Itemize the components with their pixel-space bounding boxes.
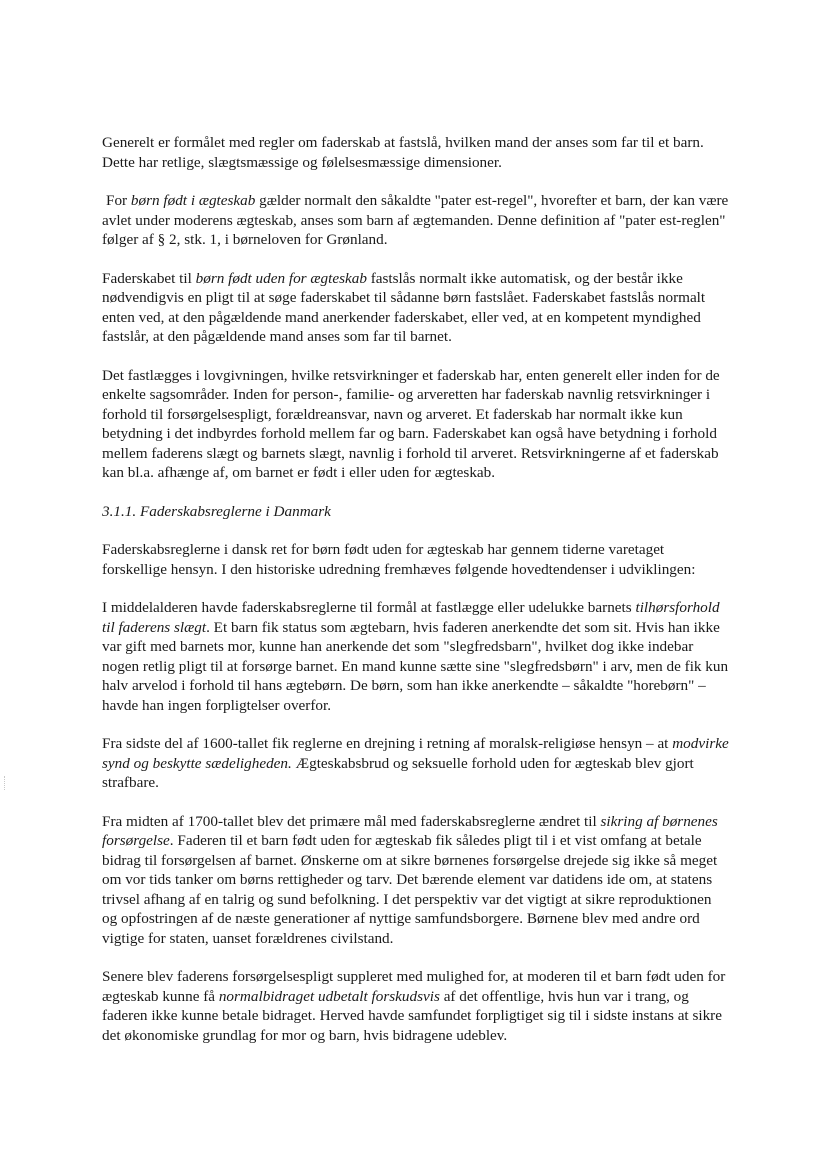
emphasis-born-in-marriage: børn født i ægteskab bbox=[130, 192, 256, 209]
emphasis-born-outside-marriage: børn født uden for ægteskab bbox=[195, 269, 367, 287]
paragraph-born-in-marriage: For børn født i ægteskab gælder normalt den såkaldte "pater est-regel", hvorefter et barn, der kan være avlet under moderens ægteskab, anses som barn af ægtemanden. Denne definition af "pater est-reglen" følger af § 2, stk. 1, i børneloven for Grønland. bbox=[102, 192, 729, 248]
section-heading: 3.1.1. Faderskabsreglerne i Danmark bbox=[102, 502, 331, 520]
emphasis-advance-payment: normalbidraget udbetalt forskudsvis bbox=[218, 987, 440, 1005]
paragraph-1700s: Fra midten af 1700-tallet blev det primære mål med faderskabsreglerne ændret til sikring af børnenes forsørgelse. Faderen til et barn født uden for ægteskab fik således pligt til i et vist omfang at betale bidrag til forsørgelsen af barnet. Ønskerne om at sikre børnenes forsørgelse drejede sig ikke så meget om vor tids tanker om børns rettigheder og tarv. Det bærende element var datidens ide om, at statens trivsel afhang af en talrig og sund befolkning. I det perspektiv var det vigtigt at sikre reproduktionen og opfostringen af de næste generationer af nyttige samfundsborgere. Børnene blev med andre ord vigtige for staten, uanset forældrenes civilstand. bbox=[102, 812, 718, 947]
emphasis-support: sikring af børnenes forsørgelse bbox=[102, 812, 718, 849]
paragraph-legal-effects: Det fastlægges i lovgivningen, hvilke retsvirkninger et faderskab har, enten generelt eller inden for de enkelte sagsområder. Inden for person-, familie- og arveretten har faderskab navnlig retsvirkninger i forhold til forsørgelsespligt, forældreansvar, navn og arveret. Et faderskab har normalt ikke kun betydning i det indbyrdes forhold mellem far og barn. Faderskabet kan også have betydning i forhold mellem faderens slægt og barnets slægt, navnlig i forhold til arveret. Retsvirkningerne af et faderskab kan bl.a. afhænge af, om barnet er født i eller uden for ægteskab. bbox=[102, 366, 720, 481]
paragraph-danish-rules: Faderskabsreglerne i dansk ret for børn født uden for ægteskab har gennem tiderne varetaget forskellige hensyn. I den historiske udredning fremhæves følgende hovedtendenser i udviklingen: bbox=[102, 541, 696, 578]
document-body bbox=[102, 133, 730, 1064]
paragraph-purpose: Generelt er formålet med regler om faderskab at fastslå, hvilken mand der anses som far til et barn. Dette har retlige, slægtsmæssige og følelsesmæssige dimensioner. bbox=[102, 134, 704, 171]
paragraph-1600s: Fra sidste del af 1600-tallet fik reglerne en drejning i retning af moralsk-religiøse hensyn – at modvirke synd og beskytte sædeligheden. Ægteskabsbrud og seksuelle forhold uden for ægteskab blev gjort strafbare. bbox=[102, 735, 729, 791]
scan-margin-mark bbox=[4, 776, 7, 790]
emphasis-morality: modvirke synd og beskytte sædeligheden. bbox=[102, 735, 729, 772]
paragraph-advance-payment: Senere blev faderens forsørgelsespligt suppleret med mulighed for, at moderen til et barn født uden for ægteskab kunne få normalbidraget udbetalt forskudsvis af det offentlige, hvis hun var i trang, og faderen ikke kunne betale bidraget. Herved havde samfundet forpligtiget sig til i sidste instans at sikre det økonomiske grundlag for mor og barn, hvis bidragene udeblev. bbox=[102, 968, 726, 1044]
emphasis-lineage: tilhørsforhold til faderens slægt bbox=[102, 599, 720, 636]
paragraph-middle-ages: I middelalderen havde faderskabsreglerne til formål at fastlægge eller udelukke barnets tilhørsforhold til faderens slægt. Et barn fik status som ægtebarn, hvis faderen anerkendte det som sit. Hvis han ikke var gift med barnets mor, kunne han anerkende det som "slegfredsbarn", hvilket dog ikke indebar nogen retlig pligt til at forsørge barnet. En mand kunne sætte sine "slegfredsbørn" i arv, men de fik kun halv arvelod i forhold til hans ægtebørn. De børn, som han ikke anerkendte – såkaldte "horebørn" – havde han ingen forpligtelser overfor. bbox=[102, 599, 729, 714]
paragraph-born-outside-marriage: Faderskabet til børn født uden for ægteskab fastslås normalt ikke automatisk, og der består ikke nødvendigvis en pligt til at søge faderskabet til sådanne børn fastslået. Faderskabet fastslås normalt enten ved, at den pågældende mand anerkender faderskabet, eller ved, at en kompetent myndighed fastslår, at den pågældende mand anses som far til barnet. bbox=[102, 269, 706, 345]
